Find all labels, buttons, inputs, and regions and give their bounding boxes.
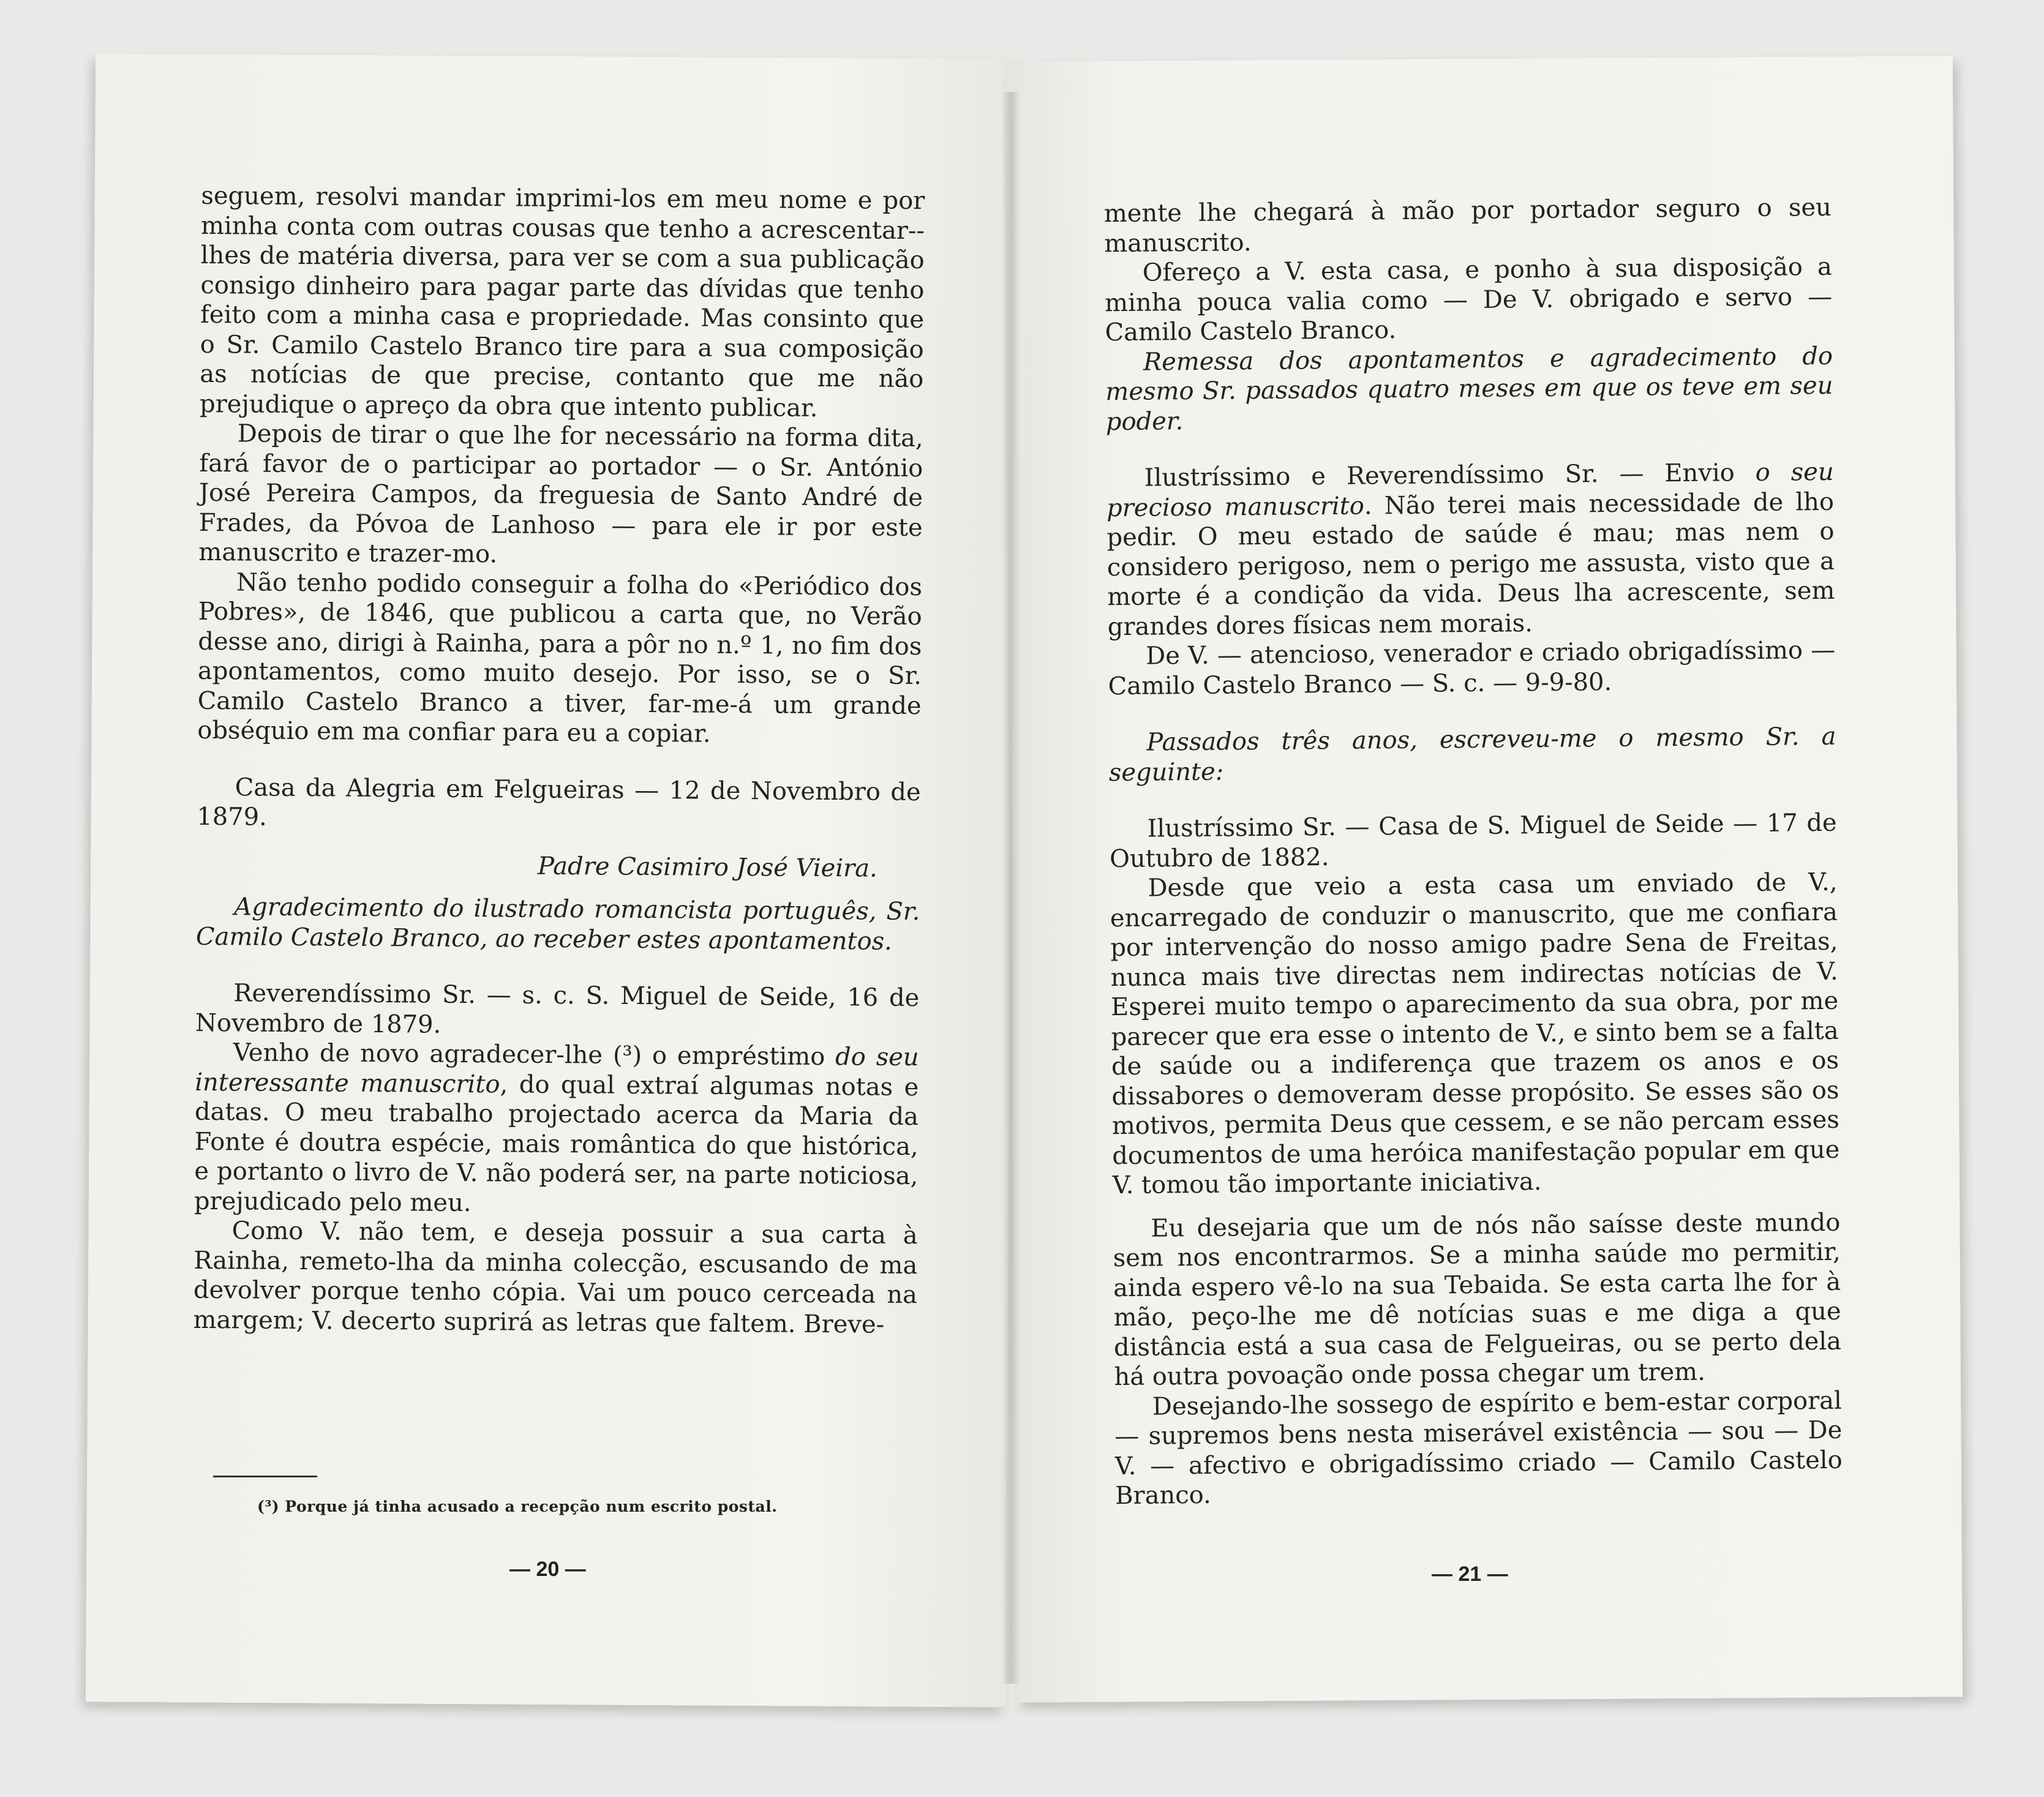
page-number-right: — 21 — [1432, 1563, 1508, 1586]
page-number-left: — 20 — [509, 1558, 586, 1581]
paragraph: Desde que veio a esta casa um enviado de V., encarregado de conduzir o manuscrito, que me confiara por intervenção do nosso amigo padre Sena de Freitas, nunca mais tive directas nem indirectas notícias de V. Esperei muito tempo o aparecimento da sua obra, por me parecer que era esse o intento de V., e sinto bem se a falta de saúde ou a indiferença que trazem os anos e os dissabores o demoveram desse propósito. Se esses são os motivos, permita Deus que cessem, e se não percam esses documentos de uma heróica manifestação popular em que V. tomou tão importante iniciativa. [1110, 868, 1840, 1200]
letter-header: Reverendíssimo Sr. — s. c. S. Miguel de Seide, 16 de Novembro de 1879. [195, 979, 920, 1039]
section-heading: Passados três anos, escreveu-me o mesmo Sr. a seguinte: [1108, 722, 1836, 787]
paragraph: Não tenho podido conseguir a folha do «Periódico dos Pobres», de 1846, que publicou a carta que, no Verão desse ano, dirigi à Rainha, para a pôr no n.º 1, no fim dos apontamentos, como muito desejo. Por isso, se o Sr. Camilo Castelo Branco a tiver, far-me-á um grande obséquio em ma confiar para eu a copiar. [197, 568, 923, 748]
letter-date: Casa da Alegria em Felgueiras — 12 de Novembro de 1879. [197, 773, 921, 831]
paragraph: mente lhe chegará à mão por portador seguro o seu manuscrito. [1103, 193, 1832, 258]
paragraph: De V. — atencioso, venerador e criado obrigadíssimo — Camilo Castelo Branco — S. c. — 9-9-80. [1108, 636, 1836, 700]
paragraph: Ofereço a V. esta casa, e ponho à sua disposição a minha pouca valia como — De V. obrigado e servo — Camilo Castelo Branco. [1104, 252, 1833, 347]
section-heading: Agradecimento do ilustrado romancista português, Sr. Camilo Castelo Branco, ao receber estes apontamentos. [195, 893, 920, 956]
left-page-text [193, 181, 925, 1340]
paragraph: Ilustríssimo e Reverendíssimo Sr. — Envio o seu precioso manuscrito. Não terei mais necessidade de lho pedir. O meu estado de saúde é mau; mas nem o considero perigoso, nem o perigo me assusta, visto que a morte é a condição da vida. Deus lha acrescente, sem grandes dores físicas nem morais. [1106, 457, 1835, 641]
paragraph: seguem, resolvi mandar imprimi-los em meu nome e por minha conta com outras cousas que tenho a acrescentar--lhes de matéria diversa, para ver se com a sua publicação consigo dinheiro para pagar parte das dívidas que tenho feito com a minha casa e propriedade. Mas consinto que o Sr. Camilo Castelo Branco tire para a sua composição as notícias de que precise, contanto que me não prejudique o apreço da obra que intento publicar. [199, 181, 925, 422]
right-page-text [1104, 193, 1843, 1511]
book-gutter [1002, 92, 1020, 1684]
signature: Padre Casimiro José Vieira. [537, 852, 877, 883]
footnote-rule [213, 1476, 317, 1477]
paragraph: Como V. não tem, e deseja possuir a sua carta à Rainha, remeto-lha da minha colecção, escusando de ma devolver porque tenho cópia. Vai um pouco cerceada na margem; V. decerto suprirá as letras que faltem. Breve- [193, 1217, 918, 1339]
letter-header: Ilustríssimo Sr. — Casa de S. Miguel de Seide — 17 de Outubro de 1882. [1109, 808, 1837, 873]
footnote: (³) Porque já tinha acusado a recepção num escrito postal. [257, 1498, 778, 1515]
paragraph: Eu desejaria que um de nós não saísse deste mundo sem nos encontrarmos. Se a minha saúde mo permitir, ainda espero vê-lo na sua Tebaida. Se esta carta lhe for à mão, peço-lhe me dê notícias suas e me diga a que distância está a sua casa de Felgueiras, ou se perto dela há outra povoação onde possa chegar um trem. [1113, 1208, 1842, 1392]
paragraph: Venho de novo agradecer-lhe (³) o empréstimo do seu interessante manuscrito, do qual extraí algumas notas e datas. O meu trabalho projectado acerca da Maria da Fonte é doutra espécie, mais romântica do que histórica, e portanto o livro de V. não poderá ser, na parte noticiosa, prejudicado pelo meu. [194, 1038, 919, 1217]
paragraph: Desejando-lhe sossego de espírito e bem-estar corporal — supremos bens nesta miserável existência — sou — De V. — afectivo e obrigadíssimo criado — Camilo Castelo Branco. [1114, 1386, 1843, 1510]
section-heading: Remessa dos apontamentos e agradecimento do mesmo Sr. passados quatro meses em que os teve em seu poder. [1105, 342, 1833, 436]
paragraph: Depois de tirar o que lhe for necessário na forma dita, fará favor de o participar ao portador — o Sr. António José Pereira Campos, da freguesia de Santo André de Frades, da Póvoa de Lanhoso — para ele ir por este manuscrito e trazer-mo. [198, 419, 923, 569]
